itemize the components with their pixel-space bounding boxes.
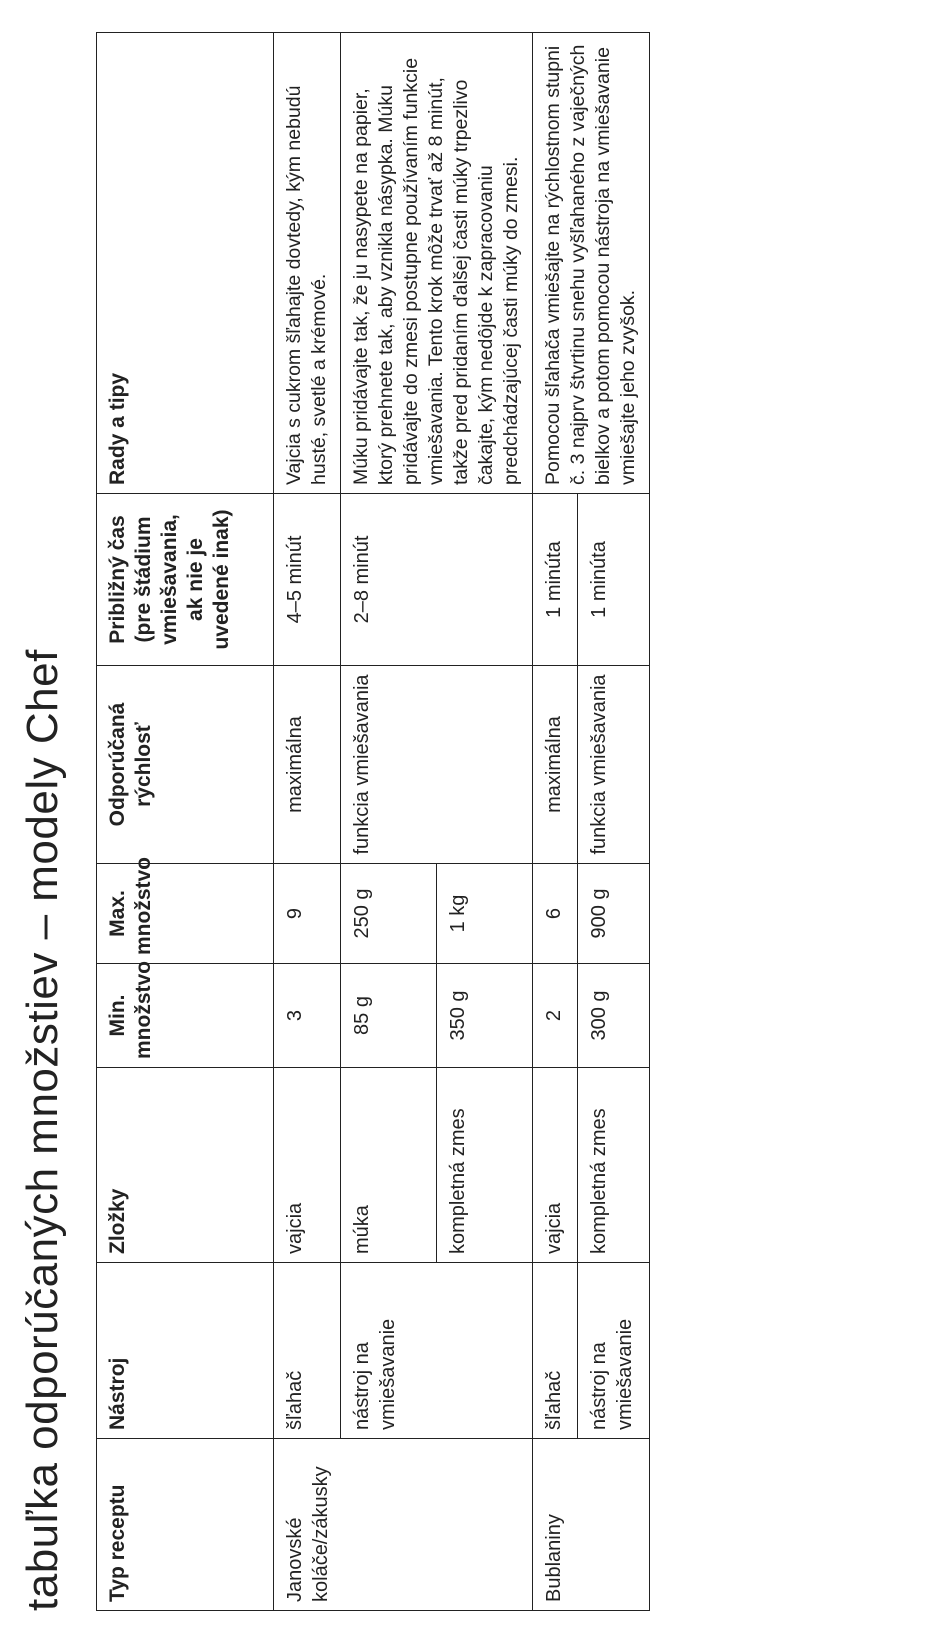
cell-tool: nástroj na vmiešavanie: [577, 1263, 649, 1439]
cell-speed: maximálna: [533, 666, 578, 864]
cell-time: 1 minúta: [577, 494, 649, 666]
cell-ingredients: múka: [341, 1068, 437, 1263]
page-title: tabuľka odporúčaných množstiev – modely Chef: [18, 649, 67, 1611]
cell-ingredients: kompletná zmes: [437, 1068, 533, 1263]
table-row: [533, 33, 578, 1611]
cell-max-quantity: 1 kg: [437, 864, 533, 964]
cell-min-quantity: 350 g: [437, 964, 533, 1068]
header-tips: Rady a tipy: [97, 33, 274, 494]
cell-recipe-type: Janovské koláče/zákusky: [274, 1439, 533, 1611]
cell-ingredients: vajcia: [274, 1068, 341, 1263]
cell-min-quantity: 85 g: [341, 964, 437, 1068]
cell-tool: nástroj na vmiešavanie: [341, 1263, 533, 1439]
table-row: [274, 33, 341, 1611]
cell-min-quantity: 300 g: [577, 964, 649, 1068]
header-row: [97, 33, 274, 1611]
cell-max-quantity: 9: [274, 864, 341, 964]
cell-tool: šľahač: [533, 1263, 578, 1439]
cell-tips: Vajcia s cukrom šľahajte dovtedy, kým nebudú husté, svetlé a krémové.: [274, 33, 341, 494]
cell-min-quantity: 3: [274, 964, 341, 1068]
cell-recipe-type: Bublaniny: [533, 1439, 650, 1611]
header-min-quantity: Min. množstvo: [97, 964, 274, 1068]
cell-min-quantity: 2: [533, 964, 578, 1068]
header-recipe-type: Typ receptu: [97, 1439, 274, 1611]
cell-ingredients: vajcia: [533, 1068, 578, 1263]
cell-tips: Múku pridávajte tak, že ju nasypete na papier, ktorý prehnete tak, aby vznikla násypka. Múku pridávajte do zmesi postupne používaním funkcie vmiešavania. Tento krok môže trvať až 8 minút, takže pred pridaním ďalšej časti múky trpezlivo čakajte, kým nedôjde k zapracovaniu predchádzajúcej časti múky do zmesi.: [341, 33, 533, 494]
cell-speed: maximálna: [274, 666, 341, 864]
header-ingredients: Zložky: [97, 1068, 274, 1263]
header-max-quantity: Max. množstvo: [97, 864, 274, 964]
table-row: [341, 33, 437, 1611]
cell-speed: funkcia vmiešavania: [577, 666, 649, 864]
cell-time: 2–8 minút: [341, 494, 533, 666]
header-recommended-speed: Odporúčaná rýchlosť: [97, 666, 274, 864]
cell-tips: Pomocou šľahača vmiešajte na rýchlostnom stupni č. 3 najprv štvrtinu snehu vyšľahaného z vaječných bielkov a potom pomocou nástroja na vmiešavanie vmiešajte jeho zvyšok.: [533, 33, 650, 494]
header-approx-time: Približný čas (pre štádium vmiešavania, ak nie je uvedené inak): [97, 494, 274, 666]
cell-speed: funkcia vmiešavania: [341, 666, 533, 864]
cell-max-quantity: 250 g: [341, 864, 437, 964]
cell-ingredients: kompletná zmes: [577, 1068, 649, 1263]
recommended-quantities-table: [96, 32, 650, 1611]
cell-tool: šľahač: [274, 1263, 341, 1439]
cell-time: 1 minúta: [533, 494, 578, 666]
header-tool: Nástroj: [97, 1263, 274, 1439]
cell-max-quantity: 900 g: [577, 864, 649, 964]
cell-time: 4–5 minút: [274, 494, 341, 666]
cell-max-quantity: 6: [533, 864, 578, 964]
